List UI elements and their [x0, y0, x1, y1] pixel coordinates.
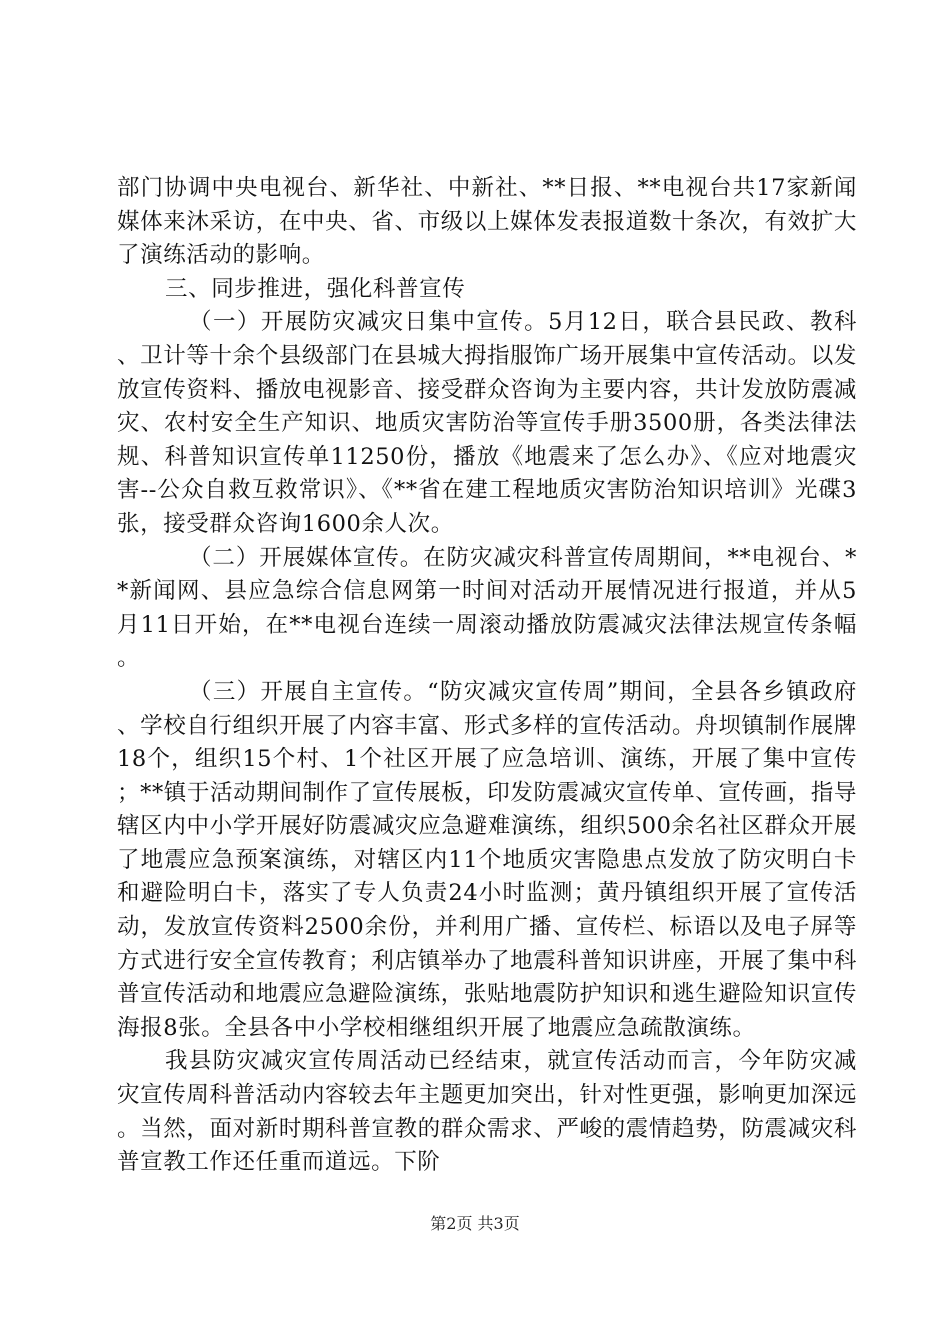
- paragraph-media-publicity: （二）开展媒体宣传。在防灾减灾科普宣传周期间，**电视台、**新闻网、县应急综合信息网第一时间对活动开展情况进行报道，并从5月11日开始，在**电视台连续一周滚动播放防震减灾法律法规宣传条幅。: [117, 544, 857, 672]
- paragraph-summary: 我县防灾减灾宣传周活动已经结束，就宣传活动而言，今年防灾减灾宣传周科普活动内容较去年主题更加突出，针对性更强，影响更加深远。当然，面对新时期科普宣教的群众需求、严峻的震情趋势，防震减灾科普宣教工作还任重而道远。下阶: [117, 1048, 857, 1176]
- section-heading-science-publicity: 三、同步推进，强化科普宣传: [165, 275, 466, 302]
- document-body: [117, 172, 857, 1180]
- paragraph-disaster-day-publicity: （一）开展防灾减灾日集中宣传。5月12日，联合县民政、教科、卫计等十余个县级部门在县城大拇指服饰广场开展集中宣传活动。以发放宣传资料、播放电视影音、接受群众咨询为主要内容，共计发放防震减灾、农村安全生产知识、地质灾害防治等宣传手册3500册，各类法律法规、科普知识宣传单11250份，播放《地震来了怎么办》、《应对地震灾害--公众自救互救常识》、《**省在建工程地质灾害防治知识培训》光碟3张，接受群众咨询1600余人次。: [117, 309, 857, 537]
- page-number-footer: 第2页 共3页: [430, 1214, 520, 1233]
- paragraph-media-coverage: 部门协调中央电视台、新华社、中新社、**日报、**电视台共17家新闻媒体来沐采访，在中央、省、市级以上媒体发表报道数十条次，有效扩大了演练活动的影响。: [117, 175, 857, 269]
- paragraph-self-publicity: （三）开展自主宣传。“防灾减灾宣传周”期间，全县各乡镇政府、学校自行组织开展了内容丰富、形式多样的宣传活动。舟坝镇制作展牌18个，组织15个村、1个社区开展了应急培训、演练，开展了集中宣传；**镇于活动期间制作了宣传展板，印发防震减灾宣传单、宣传画，指导辖区内中小学开展好防震减灾应急避难演练，组织500余名社区群众开展了地震应急预案演练，对辖区内11个地质灾害隐患点发放了防灾明白卡和避险明白卡，落实了专人负责24小时监测；黄丹镇组织开展了宣传活动，发放宣传资料2500余份，并利用广播、宣传栏、标语以及电子屏等方式进行安全宣传教育；利店镇举办了地震科普知识讲座，开展了集中科普宣传活动和地震应急避险演练，张贴地震防护知识和逃生避险知识宣传海报8张。全县各中小学校相继组织开展了地震应急疏散演练。: [117, 678, 857, 1041]
